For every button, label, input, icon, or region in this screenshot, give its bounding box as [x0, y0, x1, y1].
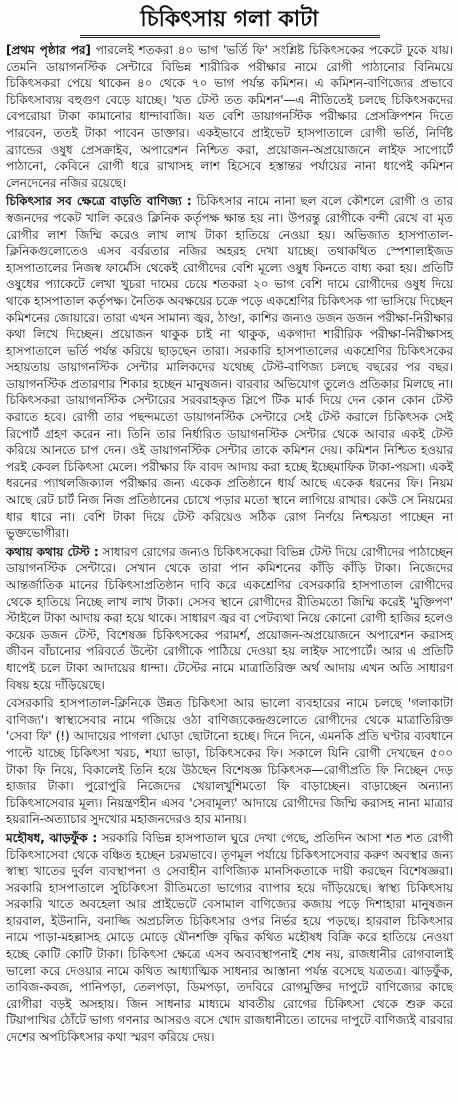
section-heading: চিকিৎসার সব ক্ষেত্রে বাড়তি বাণিজ্য : — [6, 194, 192, 209]
section-extra-business — [6, 193, 453, 541]
section-text: সাধারণ রোগের জন্যও চিকিৎসকেরা বিভিন্ন টেস্ট দিয়ে রোগীদের পাঠাচ্ছেন ডায়াগনস্টিক সেন্টারে। সেখান থেকে তারা পান কমিশনের কাঁড়ি কাঁড়ি টাকা। নিজেদের আন্তর্জাতিক মানের চিকিৎসাপ্রতিষ্ঠান দাবি করে একশ্রেণির বেসরকারি হাসপাতাল রোগীদের থেকে হাতিয়ে নিচ্ছে লাখ লাখ টাকা। সেসব স্থানে রোগীদের রীতিমতো জিম্মি করেই 'মুক্তিপণ' স্টাইলে টাকা আদায় করা হয়ে থাকে। সাধারণ জ্বর বা পেটব্যথা নিয়ে কোনো রোগী হাজির হলেও কয়েক ডজন টেস্ট, বিশেষজ্ঞ চিকিৎসকের পরামর্শ, প্রয়োজন-অপ্রয়োজনে অপারেশন করাসহ জীবন বাঁচানোর পরিবর্তে উল্টো রোগীকে পাঠিয়ে দেওয়া হয় লাইফ সাপোর্টে। আর এ প্রতিটি ধাপেই চলে টাকা আদায়ের ধান্দা। টেস্টের নামে মাত্রাতিরিক্ত অর্থ আদায় এখন অতি সাধারণ বিষয় হয়ে দাঁড়িয়েছে। — [6, 544, 453, 692]
section-text: বেসরকারি হাসপাতাল-ক্লিনিকে উন্নত চিকিৎসা আর ভালো ব্যবহারের নামে চলছে 'গলাকাটা বাণিজ্য'। স্বাস্থ্যসেবার নামে গজিয়ে ওঠা বাণিজ্যকেন্দ্রগুলোতে রোগীদের থেকে মাত্রাতিরিক্ত 'সেবা ফি' (!) আদায়ের পাগলা ঘোড়া ছোটানো হচ্ছে। দিনে দিনে, এমনকি প্রতি ঘণ্টার ব্যবধানে পাল্টে যাচ্ছে চিকিৎসা খরচ, শয্যা ভাড়া, চিকিৎসকের ফি। সকালে যিনি রোগী দেখছেন ৫০০ টাকা ফি নিয়ে, বিকালেই তিনি হয়ে উঠছেন বিশেষজ্ঞ চিকিৎসক—রোগীপ্রতি ফি নিচ্ছেন দেড় হাজার টাকা। পুরোপুরি নিজেদের খেয়ালখুশিমতো ফি বাড়াচ্ছেন। বাড়াচ্ছেন অন্যান্য চিকিৎসাসেবার মূল্য। নিয়ন্ত্রণহীন এসব 'সেবামূল্য' আদায়ে রোগীদের জিম্মি করাসহ নানা মাত্রার হয়রানি-অত্যাচার সুদখোর মহাজনদেরও হার মানায়। — [6, 696, 453, 827]
section-tests — [6, 544, 453, 693]
section-private-hospitals — [6, 695, 453, 828]
section-text: চিকিৎসার নামে নানা ছল বলে কৌশলে রোগী ও তার স্বজনদের পকেট খালি করেও ক্লিনিক কর্তৃপক্ষ ক্ষান্ত হয় না। উপরন্তু রোগীকে বন্দী রেখে বা মৃত রোগীর লাশ জিম্মি করেও লাখ লাখ টাকা হাতিয়ে নেওয়া হয়। অভিজাত হাসপাতাল-ক্লিনিকগুলোতেও এসব বর্বরতার নজির অহরহ দেখা যাচ্ছে। তথাকথিত স্পেশালাইজড হাসপাতালের নিজস্ব ফার্মেসি থেকেই রোগীদের বেশি মূল্যে ওষুধ কিনতে বাধ্য করা হয়। প্রতিটি ওষুধের প্যাকেটে লেখা খুচরা দামের চেয়ে শতকরা ২০ ভাগ বেশি দামে রোগীদের ওষুধ দিয়ে থাকে হাসপাতাল কর্তৃপক্ষ। নৈতিক অবক্ষয়ের চক্রে পড়ে একশ্রেণির চিকিৎসক গা ভাসিয়ে দিচ্ছেন কমিশনের জোয়ারে। তারা এখন সামান্য জ্বর, ঠাণ্ডা, কাশির জন্যও ডজন ডজন পরীক্ষা-নিরীক্ষার কথা লিখে দিচ্ছেন। প্রয়োজন থাকুক চাই না থাকুক, একগাদা শারীরিক পরীক্ষা-নিরীক্ষাসহ হাসপাতালে ভর্তি পর্যন্ত করিয়ে ছাড়ছেন তারা। সরকারি হাসপাতালের একশ্রেণির চিকিৎসকের সহায়তায় ডায়াগনস্টিক সেন্টার মালিকদের যথেচ্ছ টেস্ট-বাণিজ্য চলছে বছরের পর বছর। ডায়াগনস্টিক প্রতারণার শিকার হচ্ছেন মানুষজন। বারবার অভিযোগ তুলেও প্রতিকার মিলছে না। চিকিৎসকরা ডায়াগনস্টিক সেন্টারের সরবরাহকৃত স্লিপে টিক মার্ক দিয়ে দেন কোন কোন টেস্ট করাতে হবে। রোগী তার পছন্দমতো ডায়াগনস্টিক সেন্টারে সেই টেস্ট করালে চিকিৎসক সেই রিপোর্ট গ্রহণ করেন না। তিনি তার নির্ধারিত ডায়াগনস্টিক সেন্টার থেকে আবার একই টেস্ট করিয়ে আনতে চাপ দেন। ওই ডায়াগনস্টিক সেন্টার তাকে কমিশন দেয়। কমিশন নিশ্চিত হওয়ার পরই কেবল চিকিৎসা মেলে। পরীক্ষার ফি বাবদ আদায় করা হচ্ছে ইচ্ছেমাফিক টাকা-পয়সা। একই ধরনের প্যাথলজিক্যাল পরীক্ষার জন্য একেক প্রতিষ্ঠানে ধার্য আছে একেক ধরনের ফি। নিয়ম আছে রেট চার্ট নিজ নিজ প্রতিষ্ঠানের চোখে পড়ার মতো স্থানে লাগিয়ে রাখার। কেউ সে নিয়মের ধার ধারে না। বেশি টাকা দিয়ে টেস্ট করিয়েও সঠিক রোগ নির্ণয়ে নিশ্চয়তা পাচ্ছেন না ভুক্তভোগীরা। — [6, 194, 453, 541]
headline: চিকিৎসায় গলা কাটা — [80, 6, 380, 38]
section-heading: কথায় কথায় টেস্ট : — [6, 544, 99, 559]
section-heading: মহৌষধ, ঝাড়ফুঁক : — [6, 830, 98, 845]
continued-label: [প্রথম পৃষ্ঠার পর] — [6, 43, 91, 57]
intro-text: পারলেই শতকরা ৪০ ভাগ 'ভর্তি ফি' সংশ্লিষ্ট চিকিৎসকের পকেটে ঢুকে যায়। তেমনি ডায়াগনস্টিক সেন্টারে বিভিন্ন শারীরিক পরীক্ষার নামে রোগী পাঠানোর বিনিময়ে চিকিৎসকরা পেয়ে থাকেন ৪০ থেকে ৭০ ভাগ পর্যন্ত কমিশন। এ কমিশন-বাণিজ্যের প্রভাবে চিকিৎসাব্যয় বহুগুণ বেড়ে যাচ্ছে। 'যত টেস্ট তত কমিশন'—এ নীতিতেই চলছে চিকিৎসকদের বেপরোয়া টাকা কামানোর ধান্দাবাজি। যত বেশি ডায়াগনস্টিক পরীক্ষার প্রেসক্রিপশন দিতে পারবেন, ততই টাকা পাবেন ডাক্তার। একইভাবে প্রাইভেট হাসপাতালে রোগী ভর্তি, নির্দিষ্ট ব্র্যান্ডের ওষুধ প্রেসক্রাইব, অপারেশন নিশ্চিত করা, প্রয়োজন-অপ্রয়োজনে লাইফ সাপোর্টে পাঠানো, কেবিনে রোগী ধরে রাখাসহ লাশ হিসেবে হস্তান্তর পর্যায়ের নানা ধাপেই কমিশন লেনদেনের নজির রয়েছে। — [6, 43, 454, 190]
section-panacea — [6, 830, 453, 1046]
intro-paragraph — [6, 42, 453, 191]
section-text: সরকারি বিভিন্ন হাসপাতাল ঘুরে দেখা গেছে, প্রতিদিন আসা শত শত রোগী চিকিৎসাসেবা থেকে বঞ্চিত হচ্ছেন চরমভাবে। তৃণমূল পর্যায়ে চিকিৎসাসেবার করুণ অবস্থার জন্য স্বাস্থ্য খাতের দুর্বল ব্যবস্থাপনা ও সেবাহীন বাণিজ্যিক মানসিকতাকে দায়ী করছেন বিশেষজ্ঞরা। সরকারি হাসপাতালে সুচিকিৎসা রীতিমতো ভাগ্যের ব্যাপার হয়ে দাঁড়িয়েছে। স্বাস্থ্য চিকিৎসায় সরকারি খাতে অবহেলা আর প্রাইভেটে বেসামাল বাণিজ্যের কজায় পড়ে দিশাহারা মানুষজন হারবাল, ইউনানি, বনাজ্জি অপ্রচলিত চিকিৎসার ওপর নির্ভর হয়ে পড়ছে। হারবাল চিকিৎসার নামে পাড়া-মহল্লাসহ মোড়ে মোড়ে যৌনশক্তি বৃদ্ধির কথিত মহৌষধ বিক্রি করে হাতিয়ে নেওয়া হচ্ছে কোটি কোটি টাকা। চিকিৎসা ক্ষেত্রে এসব অব্যবস্থাপনাই শেষ নয়, রাজধানীর রোগবালাই ভালো করে দেওয়ার নামে কথিত আধ্যাত্মিক সাধনার আস্তানা পর্যন্ত বসেছে যত্রতত্র। ঝাড়ফুঁক, তাবিজ-কবজ, পানিপড়া, তেলপড়া, ডিমপড়া, তদবিরে রোগমুক্তির দাপুটে বাণিজ্যের কাছে রোগীরা বড়ই অসহায়। জিন সাধনার মাধ্যমে যাবতীয় রোগের চিকিৎসা থেকে শুরু করে টিয়াপাখির ঠোঁটে ভাগ্য গণনার আসরও বসে খোদ রাজধানীতে। তাদের দাপুটে বাণিজ্যই বারবার দেশের অপচিকিৎসার কথা স্মরণ করিয়ে দেয়। — [6, 830, 453, 1045]
